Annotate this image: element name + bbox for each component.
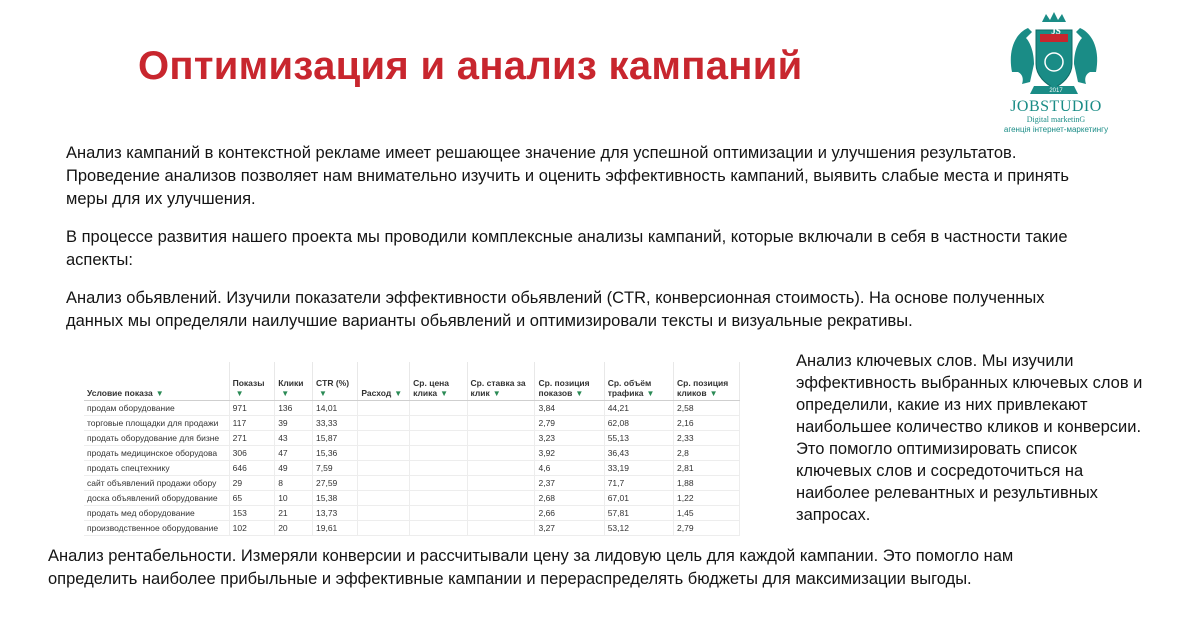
column-header[interactable]: Ср. ставка за клик ▼ — [467, 362, 535, 400]
filter-icon[interactable]: ▼ — [492, 388, 501, 398]
table-cell[interactable]: 7,59 — [313, 460, 358, 475]
filter-icon[interactable]: ▼ — [319, 388, 327, 398]
table-cell[interactable]: 14,01 — [313, 400, 358, 415]
table-cell[interactable]: 3,92 — [535, 445, 604, 460]
table-cell[interactable] — [467, 505, 535, 520]
table-cell[interactable]: 2,16 — [674, 415, 740, 430]
table-cell[interactable]: 2,68 — [535, 490, 604, 505]
table-cell[interactable] — [467, 460, 535, 475]
table-cell[interactable]: 2,79 — [535, 415, 604, 430]
filter-icon[interactable]: ▼ — [709, 388, 718, 398]
table-cell[interactable]: 15,87 — [313, 430, 358, 445]
table-cell[interactable]: 15,36 — [313, 445, 358, 460]
table-cell[interactable]: 153 — [229, 505, 275, 520]
table-cell[interactable]: 49 — [275, 460, 313, 475]
table-cell[interactable]: 2,33 — [674, 430, 740, 445]
table-cell[interactable]: 3,23 — [535, 430, 604, 445]
table-cell[interactable]: 4,6 — [535, 460, 604, 475]
table-cell[interactable]: продать оборудование для бизне — [84, 430, 229, 445]
table-cell[interactable] — [410, 415, 467, 430]
table-cell[interactable]: 2,81 — [674, 460, 740, 475]
intro-paragraph: Анализ кампаний в контекстной рекламе имеет решающее значение для успешной оптимизации и улучшения результатов. Проведение анализов позволяет нам внимательно изучить и оценить эффективность кампаний, выявить слабые места и принять меры для их улучшения. — [66, 144, 1069, 208]
table-cell[interactable]: 971 — [229, 400, 275, 415]
table-cell[interactable]: производственное оборудование — [84, 520, 229, 535]
column-header[interactable]: Клики▼ — [275, 362, 313, 400]
table-row — [84, 445, 740, 460]
column-header[interactable]: Ср. позиция кликов ▼ — [674, 362, 740, 400]
table-cell[interactable]: 55,13 — [604, 430, 673, 445]
table-cell[interactable] — [358, 460, 410, 475]
table-cell[interactable] — [358, 505, 410, 520]
logo-monogram: JS — [1051, 26, 1061, 36]
table-cell[interactable] — [467, 475, 535, 490]
table-cell[interactable] — [358, 490, 410, 505]
table-cell[interactable] — [410, 400, 467, 415]
column-header[interactable]: Ср. позиция показов ▼ — [535, 362, 604, 400]
table-cell[interactable] — [410, 490, 467, 505]
table-cell[interactable]: 2,8 — [674, 445, 740, 460]
table-cell[interactable]: 53,12 — [604, 520, 673, 535]
table-cell[interactable]: 67,01 — [604, 490, 673, 505]
table-cell[interactable]: 33,19 — [604, 460, 673, 475]
table-cell[interactable]: 1,88 — [674, 475, 740, 490]
filter-icon[interactable]: ▼ — [440, 388, 449, 398]
column-header[interactable]: CTR (%)▼ — [313, 362, 358, 400]
table-cell[interactable] — [410, 445, 467, 460]
table-cell[interactable] — [467, 415, 535, 430]
column-header[interactable]: Показы▼ — [229, 362, 275, 400]
table-cell[interactable]: 62,08 — [604, 415, 673, 430]
process-paragraph: В процессе развития нашего проекта мы проводили комплексные анализы кампаний, которые включали в себя в частности такие аспекты: — [66, 228, 1068, 269]
table-cell[interactable] — [467, 445, 535, 460]
filter-icon[interactable]: ▼ — [394, 388, 403, 398]
profit-analysis-paragraph: Анализ рентабельности. Измеряли конверсии и рассчитывали цену за лидовую цель для каждой кампании. Это помогло нам определить наиболее прибыльные и эффективные кампании и перераспределять бюджеты для максимизации выгоды. — [48, 547, 1014, 588]
table-cell[interactable]: 71,7 — [604, 475, 673, 490]
table-cell[interactable]: 19,61 — [313, 520, 358, 535]
filter-icon[interactable]: ▼ — [575, 388, 584, 398]
logo-name: JOBSTUDIO — [1010, 98, 1102, 115]
jobstudio-logo — [996, 12, 1136, 137]
logo-tagline: Digital marketinG — [1026, 115, 1086, 124]
table-row — [84, 415, 740, 430]
table-cell[interactable]: сайт объявлений продажи обору — [84, 475, 229, 490]
table-cell[interactable] — [467, 400, 535, 415]
table-cell[interactable]: 1,22 — [674, 490, 740, 505]
ads-analysis-paragraph: Анализ обьявлений. Изучили показатели эффективности обьявлений (CTR, конверсионная стоимость). На основе полученных данных мы определяли наилучшие варианты обьявлений и оптимизировали тексты и визуальные рекративы. — [66, 289, 1045, 330]
filter-icon[interactable]: ▼ — [646, 388, 655, 398]
table-cell[interactable]: 117 — [229, 415, 275, 430]
table-cell[interactable]: 13,73 — [313, 505, 358, 520]
table-cell[interactable] — [410, 460, 467, 475]
table-cell[interactable] — [410, 505, 467, 520]
page-title: Оптимизация и анализ кампаний — [138, 44, 803, 88]
table-cell[interactable]: 2,66 — [535, 505, 604, 520]
table-row — [84, 490, 740, 505]
table-cell[interactable] — [358, 475, 410, 490]
column-header[interactable]: Условие показа ▼ — [84, 362, 229, 400]
table-cell[interactable]: 43 — [275, 430, 313, 445]
table-cell[interactable]: продать медицинское оборудова — [84, 445, 229, 460]
table-cell[interactable] — [358, 520, 410, 535]
table-cell[interactable]: продам оборудование — [84, 400, 229, 415]
table-cell[interactable]: 36,43 — [604, 445, 673, 460]
table-cell[interactable]: 3,27 — [535, 520, 604, 535]
table-cell[interactable]: торговые площадки для продажи — [84, 415, 229, 430]
table-cell[interactable]: 65 — [229, 490, 275, 505]
filter-icon[interactable]: ▼ — [281, 388, 290, 398]
table-cell[interactable] — [410, 520, 467, 535]
table-row — [84, 520, 740, 535]
table-row — [84, 460, 740, 475]
table-cell[interactable]: 33,33 — [313, 415, 358, 430]
table-cell[interactable] — [358, 430, 410, 445]
table-cell[interactable] — [467, 490, 535, 505]
table-header-row — [84, 362, 740, 400]
logo-year: 2017 — [1049, 88, 1063, 94]
table-cell[interactable]: 2,79 — [674, 520, 740, 535]
table-cell[interactable] — [410, 475, 467, 490]
table-cell[interactable]: 44,21 — [604, 400, 673, 415]
column-header[interactable]: Ср. цена клика ▼ — [410, 362, 467, 400]
filter-icon[interactable]: ▼ — [235, 388, 244, 398]
column-header[interactable]: Расход ▼ — [358, 362, 410, 400]
table-cell[interactable]: доска объявлений оборудование — [84, 490, 229, 505]
table-cell[interactable]: 2,58 — [674, 400, 740, 415]
table-cell[interactable] — [410, 430, 467, 445]
table-cell[interactable]: 1,45 — [674, 505, 740, 520]
table-cell[interactable] — [358, 445, 410, 460]
table-cell[interactable]: 136 — [275, 400, 313, 415]
table-cell[interactable]: 21 — [275, 505, 313, 520]
table-cell[interactable]: 20 — [275, 520, 313, 535]
table-cell[interactable]: 271 — [229, 430, 275, 445]
table-row — [84, 400, 740, 415]
table-row — [84, 475, 740, 490]
table-row — [84, 430, 740, 445]
keywords-stats-table — [84, 362, 740, 536]
table-body — [84, 400, 740, 535]
column-header[interactable]: Ср. объём трафика ▼ — [604, 362, 673, 400]
table-cell[interactable]: 47 — [275, 445, 313, 460]
table-cell[interactable] — [358, 400, 410, 415]
filter-icon[interactable]: ▼ — [155, 388, 164, 398]
table-cell[interactable]: 39 — [275, 415, 313, 430]
table-row — [84, 505, 740, 520]
table-cell[interactable]: продать мед оборудование — [84, 505, 229, 520]
table-cell[interactable]: 29 — [229, 475, 275, 490]
logo-subtitle: агенція інтернет-маркетингу — [1003, 125, 1109, 134]
table-cell[interactable]: 10 — [275, 490, 313, 505]
table-cell[interactable]: 646 — [229, 460, 275, 475]
table-cell[interactable] — [467, 430, 535, 445]
table-cell[interactable] — [358, 415, 410, 430]
table-cell[interactable]: 306 — [229, 445, 275, 460]
keywords-analysis-paragraph: Анализ ключевых слов. Мы изучили эффективность выбранных ключевых слов и определили, какие из них привлекают наибольшее количество кликов и конверсии. Это помогло оптимизировать список ключевых слов и сосредоточиться на наиболее релевантных и результивных запросах. — [796, 352, 1143, 524]
table-cell[interactable]: 8 — [275, 475, 313, 490]
table-cell[interactable]: 2,37 — [535, 475, 604, 490]
table-cell[interactable]: 57,81 — [604, 505, 673, 520]
table-cell[interactable] — [467, 520, 535, 535]
table-cell[interactable]: продать спецтехнику — [84, 460, 229, 475]
table-cell[interactable]: 3,84 — [535, 400, 604, 415]
table-cell[interactable]: 27,59 — [313, 475, 358, 490]
table-cell[interactable]: 15,38 — [313, 490, 358, 505]
table-cell[interactable]: 102 — [229, 520, 275, 535]
